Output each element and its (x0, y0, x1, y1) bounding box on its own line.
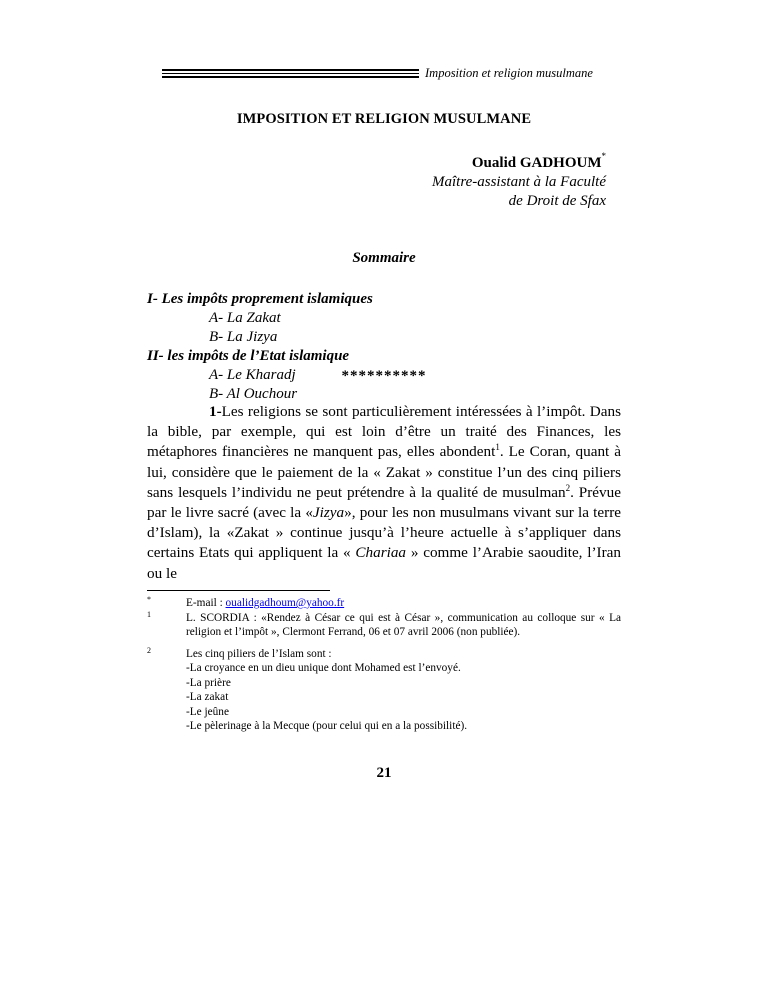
affiliation-line: de Droit de Sfax (508, 193, 606, 209)
paragraph-text: . Le Coran, quant à lui, considère que le paiement de la « Zakat » constitue l’un des cinq piliers sans lesquels l’individu ne peut prétendre à la qualité de musulman (147, 443, 621, 501)
footnote-line: -Le jeûne (186, 705, 229, 718)
footnote-line: -La prière (186, 676, 231, 689)
header-rule (162, 76, 419, 78)
footnote-ref[interactable]: 2 (565, 482, 571, 493)
summary-item: B- La Jizya (209, 329, 278, 345)
author-affiliation (432, 173, 606, 211)
footnote-line: Les cinq piliers de l’Islam sont : (186, 647, 332, 660)
footnote-ref[interactable]: 1 (495, 442, 500, 453)
paragraph-text: », pour les non musulmans vivant sur la terre d’Islam), la «Zakat » continue jusqu’à l’heure actuelle à s’appliquer dans certains Etats qui appliquent la « (147, 504, 621, 562)
paragraph-text: » comme l’Arabie saoudite, l’Iran ou le (147, 544, 621, 582)
footnotes (147, 596, 621, 734)
email-link[interactable]: oualidgadhoum@yahoo.fr (225, 597, 345, 609)
header-rule (162, 73, 419, 74)
email-label: E-mail : (186, 597, 226, 609)
header-rule (162, 69, 419, 71)
footnote-1 (147, 611, 621, 640)
summary-item: B- Al Ouchour (209, 386, 298, 402)
summary-item: II- les impôts de l’Etat islamique (147, 348, 350, 364)
paragraph-number: 1- (209, 403, 222, 420)
section-separator: ********** (341, 368, 427, 384)
paragraph-text: Les religions se sont particulièrement intéressées à l’impôt. Dans la bible, par exemple, qui est loin d’être un traité des Finances, les métaphores financières ne manquent pas, elles abondent (147, 403, 621, 461)
summary-list (147, 290, 373, 404)
affiliation-line: Maître-assistant à la Faculté (431, 174, 606, 190)
summary-item: A- Le Kharadj (209, 367, 296, 383)
footnote-mark: 2 (147, 645, 151, 655)
footnote-2 (147, 647, 621, 734)
article-title: IMPOSITION ET RELIGION MUSULMANE (236, 111, 532, 127)
author-footnote-mark: * (601, 151, 606, 161)
footnote-mark: * (147, 595, 151, 604)
footnote-line: -La croyance en un dieu unique dont Mohamed est l’envoyé. (186, 662, 461, 674)
footnote-line: -Le pèlerinage à la Mecque (pour celui qui en a la possibilité). (186, 720, 468, 732)
running-header: Imposition et religion musulmane (425, 66, 593, 80)
body-text (147, 402, 621, 584)
summary-heading: Sommaire (352, 250, 416, 266)
paragraph-1 (147, 402, 621, 584)
footnote-mark: 1 (147, 609, 151, 619)
paragraph-term: Jizya (312, 504, 345, 522)
paragraph-text: . Prévue par le livre sacré (avec la « (147, 483, 621, 522)
footnote-line: -La zakat (186, 691, 229, 703)
summary-item: I- Les impôts proprement islamiques (147, 291, 373, 307)
footnote-star (147, 596, 621, 611)
page-number: 21 (376, 765, 392, 781)
author-name-text: Oualid GADHOUM (471, 155, 602, 171)
footnote-text: L. SCORDIA : «Rendez à César ce qui est à César », communication au colloque sur « La religion et l’impôt », Clermont Ferrand, 06 et 07 avril 2006 (non publiée). (186, 611, 621, 638)
summary-item: A- La Zakat (209, 310, 281, 326)
paragraph-term: Chariaa (355, 544, 407, 562)
footnote-rule (147, 590, 330, 591)
author-name (472, 153, 606, 172)
